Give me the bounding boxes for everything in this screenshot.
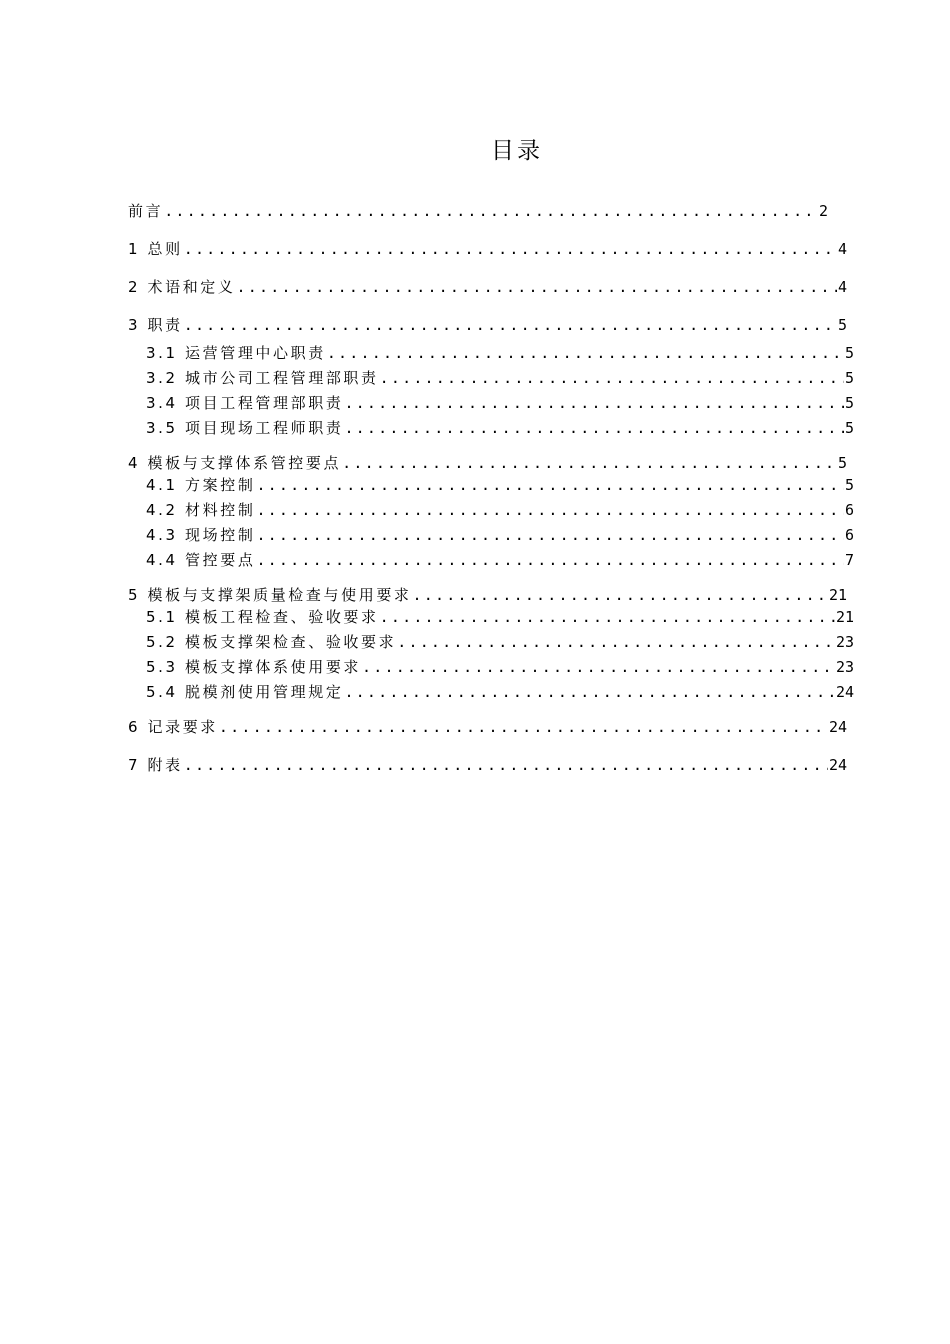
toc-entry-page: 4 xyxy=(837,278,847,296)
toc-entry-page: 23 xyxy=(835,633,854,651)
toc-entry-page: 5 xyxy=(844,344,854,362)
toc-entry-label: 5.3 模板支撑体系使用要求 xyxy=(146,658,362,676)
toc-leader-dots xyxy=(184,316,837,334)
toc-entry[interactable] xyxy=(128,716,847,738)
toc-entry-label: 3.1 运营管理中心职责 xyxy=(146,344,326,362)
toc-entry[interactable] xyxy=(146,656,854,678)
toc-entry[interactable] xyxy=(146,499,854,521)
toc-leader-dots xyxy=(237,278,837,296)
toc-entry[interactable] xyxy=(128,584,847,606)
toc-entry[interactable] xyxy=(146,631,854,653)
toc-entry-label: 5 模板与支撑架质量检查与使用要求 xyxy=(128,586,412,604)
toc-entry-label: 3.4 项目工程管理部职责 xyxy=(146,394,344,412)
toc-entry-page: 5 xyxy=(844,394,854,412)
toc-entry[interactable] xyxy=(146,549,854,571)
toc-leader-dots xyxy=(256,551,844,569)
toc-entry[interactable] xyxy=(146,524,854,546)
toc-entry[interactable] xyxy=(146,342,854,364)
toc-entry-label: 4.1 方案控制 xyxy=(146,476,256,494)
toc-leader-dots xyxy=(164,202,818,220)
toc-leader-dots xyxy=(362,658,835,676)
toc-entry-label: 4.3 现场控制 xyxy=(146,526,256,544)
toc-entry-label: 2 术语和定义 xyxy=(128,278,236,296)
toc-entry-page: 24 xyxy=(835,683,854,701)
toc-entry-label: 3.2 城市公司工程管理部职责 xyxy=(146,369,379,387)
toc-entry-page: 2 xyxy=(818,202,828,220)
toc-entry[interactable] xyxy=(128,238,847,260)
toc-entry-page: 21 xyxy=(835,608,854,626)
toc-leader-dots xyxy=(256,526,844,544)
toc-entry-page: 21 xyxy=(828,586,847,604)
toc-entry[interactable] xyxy=(146,606,854,628)
toc-leader-dots xyxy=(397,633,835,651)
toc-entry[interactable] xyxy=(146,367,854,389)
toc-entry-page: 6 xyxy=(844,501,854,519)
toc-entry-page: 5 xyxy=(844,369,854,387)
toc-entry-label: 前言 xyxy=(128,202,164,220)
toc-entry-page: 24 xyxy=(828,756,847,774)
toc-leader-dots xyxy=(256,476,844,494)
toc-title: 目录 xyxy=(491,138,543,164)
toc-leader-dots xyxy=(344,419,844,437)
toc-entry-label: 5.1 模板工程检查、验收要求 xyxy=(146,608,379,626)
toc-entry-label: 5.2 模板支撑架检查、验收要求 xyxy=(146,633,397,651)
toc-leader-dots xyxy=(380,608,835,626)
toc-entry[interactable] xyxy=(128,314,847,336)
toc-leader-dots xyxy=(413,586,828,604)
toc-entry[interactable] xyxy=(128,276,847,298)
toc-leader-dots xyxy=(256,501,844,519)
toc-leader-dots xyxy=(184,756,828,774)
toc-leader-dots xyxy=(184,240,837,258)
toc-entry-label: 4.2 材料控制 xyxy=(146,501,256,519)
toc-leader-dots xyxy=(344,683,835,701)
toc-entry-label: 7 附表 xyxy=(128,756,183,774)
toc-entry-label: 4.4 管控要点 xyxy=(146,551,256,569)
toc-entry-label: 5.4 脱模剂使用管理规定 xyxy=(146,683,344,701)
toc-leader-dots xyxy=(344,394,844,412)
toc-entry[interactable] xyxy=(146,392,854,414)
toc-entry-page: 7 xyxy=(844,551,854,569)
toc-entry-label: 1 总则 xyxy=(128,240,183,258)
toc-entry-page: 5 xyxy=(844,419,854,437)
toc-entry[interactable] xyxy=(128,452,847,474)
toc-entry[interactable] xyxy=(146,417,854,439)
toc-entry[interactable] xyxy=(146,474,854,496)
toc-entry-label: 3 职责 xyxy=(128,316,183,334)
toc-entry[interactable] xyxy=(146,681,854,703)
toc-entry-page: 4 xyxy=(837,240,847,258)
toc-entry-page: 5 xyxy=(844,476,854,494)
toc-entry[interactable] xyxy=(128,754,847,776)
toc-entry-label: 3.5 项目现场工程师职责 xyxy=(146,419,344,437)
toc-leader-dots xyxy=(342,454,837,472)
toc-entry-label: 6 记录要求 xyxy=(128,718,218,736)
toc-leader-dots xyxy=(380,369,844,387)
toc-entry[interactable] xyxy=(128,200,828,222)
toc-leader-dots xyxy=(219,718,828,736)
toc-entry-page: 6 xyxy=(844,526,854,544)
toc-entry-page: 5 xyxy=(837,454,847,472)
toc-entry-page: 23 xyxy=(835,658,854,676)
toc-entry-page: 5 xyxy=(837,316,847,334)
toc-leader-dots xyxy=(327,344,844,362)
toc-entry-label: 4 模板与支撑体系管控要点 xyxy=(128,454,342,472)
toc-entry-page: 24 xyxy=(828,718,847,736)
